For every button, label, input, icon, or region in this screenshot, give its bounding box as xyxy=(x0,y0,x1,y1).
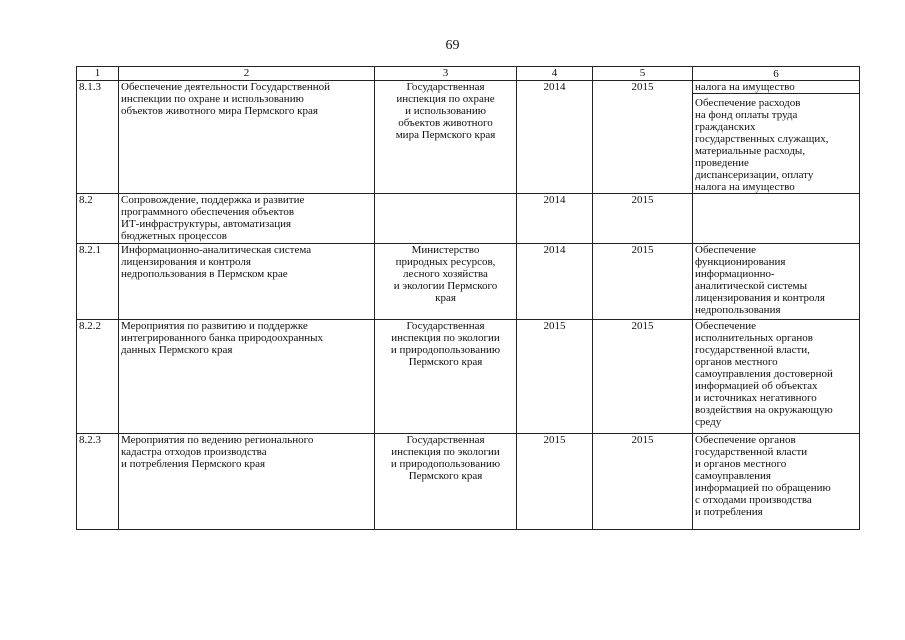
row-result-text: Обеспечение расходов на фонд оплаты труда гражданских государственных служащих, материальные расходы, проведение диспансеризации, оплату налога на имущество xyxy=(695,97,829,193)
table-row xyxy=(77,81,860,194)
header-cell: 5 xyxy=(593,67,693,81)
row-start-year: 2015 xyxy=(517,434,593,530)
row-end-year: 2015 xyxy=(593,244,693,320)
header-cell: 2 xyxy=(119,67,375,81)
row-number-text: 8.2.3 xyxy=(79,434,101,446)
row-executor xyxy=(375,194,517,244)
row-result xyxy=(693,81,860,194)
row-number-text: 8.2.1 xyxy=(79,244,101,256)
row-number-text: 8.2.2 xyxy=(79,320,101,332)
row-executor: Министерство природных ресурсов, лесного хозяйства и экологии Пермского края xyxy=(375,244,517,320)
carry-over-text: налога на имущество xyxy=(693,81,859,94)
row-name: Информационно-аналитическая система лицензирования и контроля недропользования в Пермском крае xyxy=(119,244,375,320)
row-number xyxy=(77,434,119,530)
row-name: Мероприятия по развитию и поддержке интегрированного банка природоохранных данных Пермского края xyxy=(119,320,375,434)
row-start-year: 2014 xyxy=(517,194,593,244)
table-row xyxy=(77,194,860,244)
table-row xyxy=(77,244,860,320)
row-result: Обеспечение исполнительных органов государственной власти, органов местного самоуправления достоверной информацией об объектах и источниках негативного воздействия на окружающую среду xyxy=(693,320,860,434)
row-end-year: 2015 xyxy=(593,434,693,530)
row-result: Обеспечение функционирования информационно- аналитической системы лицензирования и контроля недропользования xyxy=(693,244,860,320)
row-number xyxy=(77,320,119,434)
header-cell xyxy=(693,67,860,81)
row-name: Мероприятия по ведению регионального кадастра отходов производства и потребления Пермского края xyxy=(119,434,375,530)
table-row xyxy=(77,320,860,434)
row-end-year: 2015 xyxy=(593,194,693,244)
row-number-text: 8.1.3 xyxy=(79,81,101,93)
table-row xyxy=(77,434,860,530)
row-executor: Государственная инспекция по экологии и природопользованию Пермского края xyxy=(375,320,517,434)
row-start-year: 2014 xyxy=(517,81,593,194)
header-cell-6: 6 xyxy=(773,68,779,80)
row-number xyxy=(77,244,119,320)
row-executor: Государственная инспекция по экологии и природопользованию Пермского края xyxy=(375,434,517,530)
row-end-year: 2015 xyxy=(593,81,693,194)
row-number xyxy=(77,81,119,194)
header-cell: 3 xyxy=(375,67,517,81)
row-number xyxy=(77,194,119,244)
row-start-year: 2015 xyxy=(517,320,593,434)
header-cell: 4 xyxy=(517,67,593,81)
header-cell: 1 xyxy=(77,67,119,81)
row-result xyxy=(693,194,860,244)
row-number-text: 8.2 xyxy=(79,194,93,206)
row-result: Обеспечение органов государственной власти и органов местного самоуправления информацией по обращению с отходами производства и потребления xyxy=(693,434,860,530)
table-header-row xyxy=(77,67,860,81)
row-executor: Государственная инспекция по охране и использованию объектов животного мира Пермского края xyxy=(375,81,517,194)
row-start-year: 2014 xyxy=(517,244,593,320)
row-name: Обеспечение деятельности Государственной инспекции по охране и использованию объектов животного мира Пермского края xyxy=(119,81,375,194)
program-table xyxy=(76,66,860,530)
row-end-year: 2015 xyxy=(593,320,693,434)
row-name: Сопровождение, поддержка и развитие программного обеспечения объектов ИТ-инфраструктуры, автоматизация бюджетных процессов xyxy=(119,194,375,244)
page-number: 69 xyxy=(445,38,460,53)
